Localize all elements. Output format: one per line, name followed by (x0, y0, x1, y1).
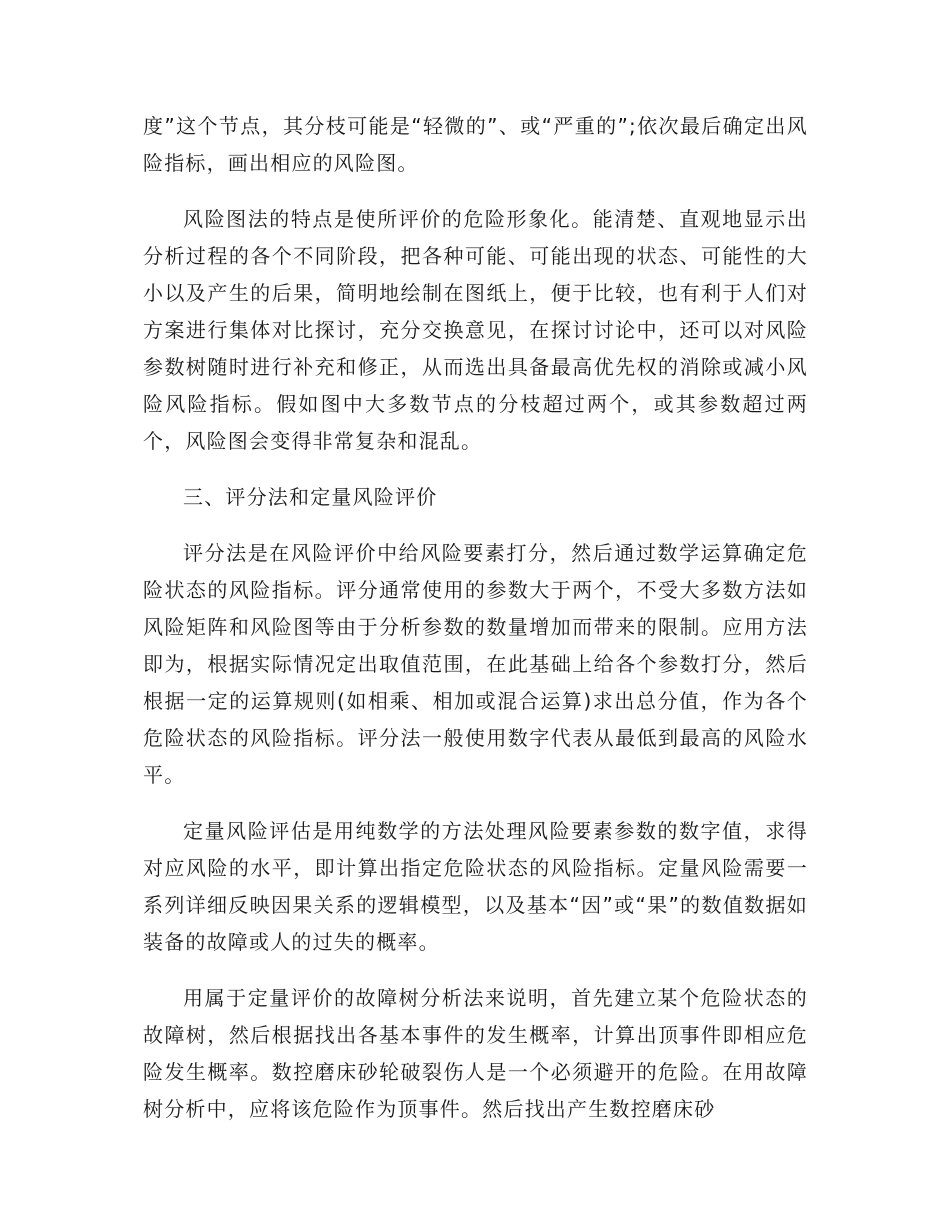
paragraph-risk-graph-features: 风险图法的特点是使所评价的危险形象化。能清楚、直观地显示出分析过程的各个不同阶段，把各种可能、可能出现的状态、可能性的大小以及产生的后果，简明地绘制在图纸上，便于比较，也有利于人们对方案进行集体对比探讨，充分交换意见，在探讨讨论中，还可以对风险参数树随时进行补充和修正，从而选出具备最高优先权的消除或减小风险风险指标。假如图中大多数节点的分枝超过两个，或其参数超过两个，风险图会变得非常复杂和混乱。 (143, 207, 808, 453)
document-body (143, 108, 808, 1128)
paragraph-quantitative-assessment: 定量风险评估是用纯数学的方法处理风险要素参数的数字值，求得对应风险的水平，即计算出指定危险状态的风险指标。定量风险需要一系列详细反映因果关系的逻辑模型，以及基本“因”或“果”的数值数据如装备的故障或人的过失的概率。 (143, 819, 808, 954)
paragraph-scoring-method: 评分法是在风险评价中给风险要素打分，然后通过数学运算确定危险状态的风险指标。评分通常使用的参数大于两个，不受大多数方法如风险矩阵和风险图等由于分析参数的数量增加而带来的限制。应用方法即为，根据实际情况定出取值范围，在此基础上给各个参数打分，然后根据一定的运算规则(如相乘、相加或混合运算)求出总分值，作为各个危险状态的风险指标。评分法一般使用数字代表从最低到最高的风险水平。 (143, 541, 808, 787)
section-heading: 三、评分法和定量风险评价 (183, 485, 438, 509)
paragraph-fault-tree: 用属于定量评价的故障树分析法来说明，首先建立某个危险状态的故障树，然后根据找出各基本事件的发生概率，计算出顶事件即相应危险发生概率。数控磨床砂轮破裂伤人是一个必须避开的危险。在用故障树分析中，应将该危险作为顶事件。然后找出产生数控磨床砂 (143, 986, 808, 1121)
paragraph-continuation: 度”这个节点，其分枝可能是“轻微的”、或“严重的”;依次最后确定出风险指标，画出相应的风险图。 (143, 114, 808, 175)
